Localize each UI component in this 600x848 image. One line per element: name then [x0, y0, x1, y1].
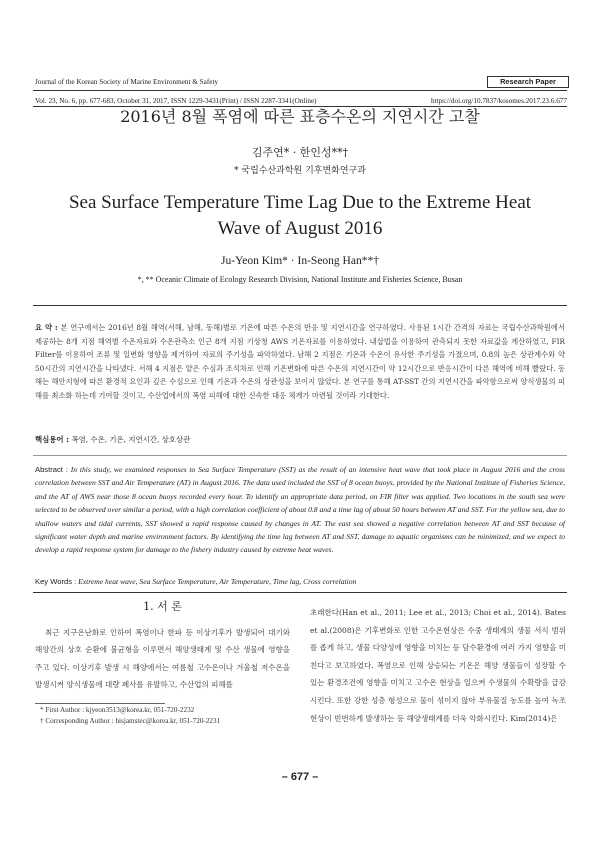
korean-keywords: [35, 435, 190, 445]
english-abstract-text: In this study, we examined responses to Sea Surface Temperature (SST) as the result of an intensive heat wave that took place in August 2016 and the cross correlation between SST and Air Temperature (AT) in August 2016. The data used included the SST of 8 ocean buoys, provided by the National Institute of Fisheries Science, and the AT of AWS near those 8 ocean buoys recorded every hour. To identify an appropriate data period, on FIR filter was applied. Two locations in the south sea were selected to be observed over similar a period, with a high correlation coefficient of about 0.8 and a time lag of about 50 hours between AT and SST. For the yellow sea, due to shallow waters and tidal currents, SST showed a rapid response caused by changes in AT. The east sea showed a negative correlation between AT and SST because of significant water depth and marine environment factors. By identifying the time lag between AT and SST, damage to aquatic organisms can be minimized, and we expect to develop a rapid response system for damage to the fishery industry caused by extreme heat waves.: [35, 465, 565, 555]
korean-abstract-text: 본 연구에서는 2016년 8월 해역(서해, 남해, 동해)별로 기온에 따른 수온의 반응 및 지연시간을 연구하였다. 사용된 1시간 간격의 자료는 국립수산과학원에서 제공하는 8개 지점 해역별 수온자료와 수온관측소 인근 8개 지점 기상청 AWS 기온자료를 이용하였다. 내삽법을 이용하여 관측되지 못한 자료값을 계산하였고, FIR Filter를 이용하여 조류 및 일변화 영향을 제거하여 자료의 주기성을 파악하였다. 남해 2 지점은 기온과 수온이 유사한 주기성을 가졌으며, 0.8의 높은 상관계수와 약 50시간의 지연시간을 나타냈다. 서해 4 지점은 얕은 수심과 조석차로 인해 기온변화에 따른 수온의 지연시간이 약 12시간으로 반응시간이 다른 해역에 비해 빨랐다. 동해는 해안지형에 따른 환경적 요인과 깊은 수심으로 인해 기온과 수온의 상관성을 보이지 않았다. 본 연구를 통해 AT-SST 간의 지연시간을 파악함으로써 양식생물의 피해를 최소화 하는데 기여할 것이고, 수산업에서의 폭염 피해에 대한 신속한 대응 체계가 마련될 것이라 기대한다.: [35, 323, 565, 400]
header-rule-top: [33, 90, 567, 91]
introduction-right-column: 초래한다(Han et al., 2011; Lee et al., 2013; Choi et al., 2014). Bates et al.(2008)은 기후변화로 인한 고수온현상은 수중 생태계의 생물 서식 범위를 좁게 하고, 생물 다양성에 영향을 미치는 등 담수환경에 여러 가지 영향을 미친다고 보고하였다. 폭염으로 인해 상승되는 기온은 해양 생물들이 성장할 수 있는 환경조건에 영향을 미치고 고수온 현상을 일으켜 수생물의 수확량을 급감시킨다. 또한 강한 성층 형성으로 물이 섞이지 않아 부유물질 농도를 높여 녹조현상이 빈번하게 발생하는 등 해양생태계를 더욱 악화시킨다. Kim(2014)은: [310, 608, 566, 723]
korean-authors: 김주연* · 한인성**†: [251, 146, 349, 159]
page-number: – 677 –: [281, 771, 319, 783]
korean-abstract: [35, 321, 565, 403]
introduction-left-column: 최근 지구온난화로 인하여 폭염이나 한파 등 이상기후가 발생되어 대기와 해양간의 상호 순환에 불균형을 이루면서 해양생태계 및 수산 생물에 영향을 주고 있다. 이상기후 발생 시 해양에서는 여름철 고수온이나 겨울철 저수온을 발생시켜 양식생물에 대량 폐사를 유발하고, 수산업의 피해를: [35, 628, 290, 690]
footnote-first-author: * First Author : kjyeon3513@korea.kr, 051-720-2232: [40, 706, 195, 714]
english-affiliation: *, ** Oceanic Climate of Ecology Research Division, National Institute and Fisheries Science, Busan: [137, 275, 463, 284]
research-paper-badge: Research Paper: [487, 76, 569, 88]
english-authors: Ju-Yeon Kim* · In-Seong Han**†: [221, 255, 379, 267]
footnote-rule: [35, 703, 165, 704]
abstract-rule-top: [33, 305, 567, 306]
abstract-divider: [33, 455, 567, 456]
abstract-rule-bottom: [33, 592, 567, 593]
section-title-introduction: 1. 서 론: [143, 600, 182, 613]
english-keywords-text: Extreme heat wave, Sea Surface Temperature, Air Temperature, Time lag, Cross correlation: [78, 577, 357, 586]
korean-keywords-label: 핵심용어 :: [35, 435, 70, 444]
doi-link[interactable]: https://doi.org/10.7837/kosomes.2017.23.6.677: [430, 97, 567, 105]
english-abstract-label: Abstract :: [35, 465, 68, 474]
english-keywords-label: Key Words :: [35, 577, 77, 586]
korean-title: 2016년 8월 폭염에 따른 표층수온의 지연시간 고찰: [120, 107, 480, 126]
footnote-corresponding-author: † Corresponding Author : hisjamstec@korea.kr, 051-720-2231: [40, 717, 221, 725]
english-abstract: [35, 463, 565, 557]
korean-affiliation: * 국립수산과학원 기후변화연구과: [234, 166, 366, 176]
english-title: Sea Surface Temperature Time Lag Due to the Extreme Heat Wave of August 2016: [68, 192, 532, 239]
korean-keywords-text: 폭염, 수온, 기온, 지연시간, 상호상관: [71, 435, 191, 444]
journal-name: Journal of the Korean Society of Marine Environment & Safety: [35, 78, 219, 86]
korean-abstract-label: 요 약 :: [35, 323, 58, 332]
volume-info: Vol. 23, No. 6, pp. 677-683, October 31, 2017, ISSN 1229-3431(Print) / ISSN 2287-3341(Online): [35, 97, 317, 105]
english-keywords: [35, 577, 356, 587]
